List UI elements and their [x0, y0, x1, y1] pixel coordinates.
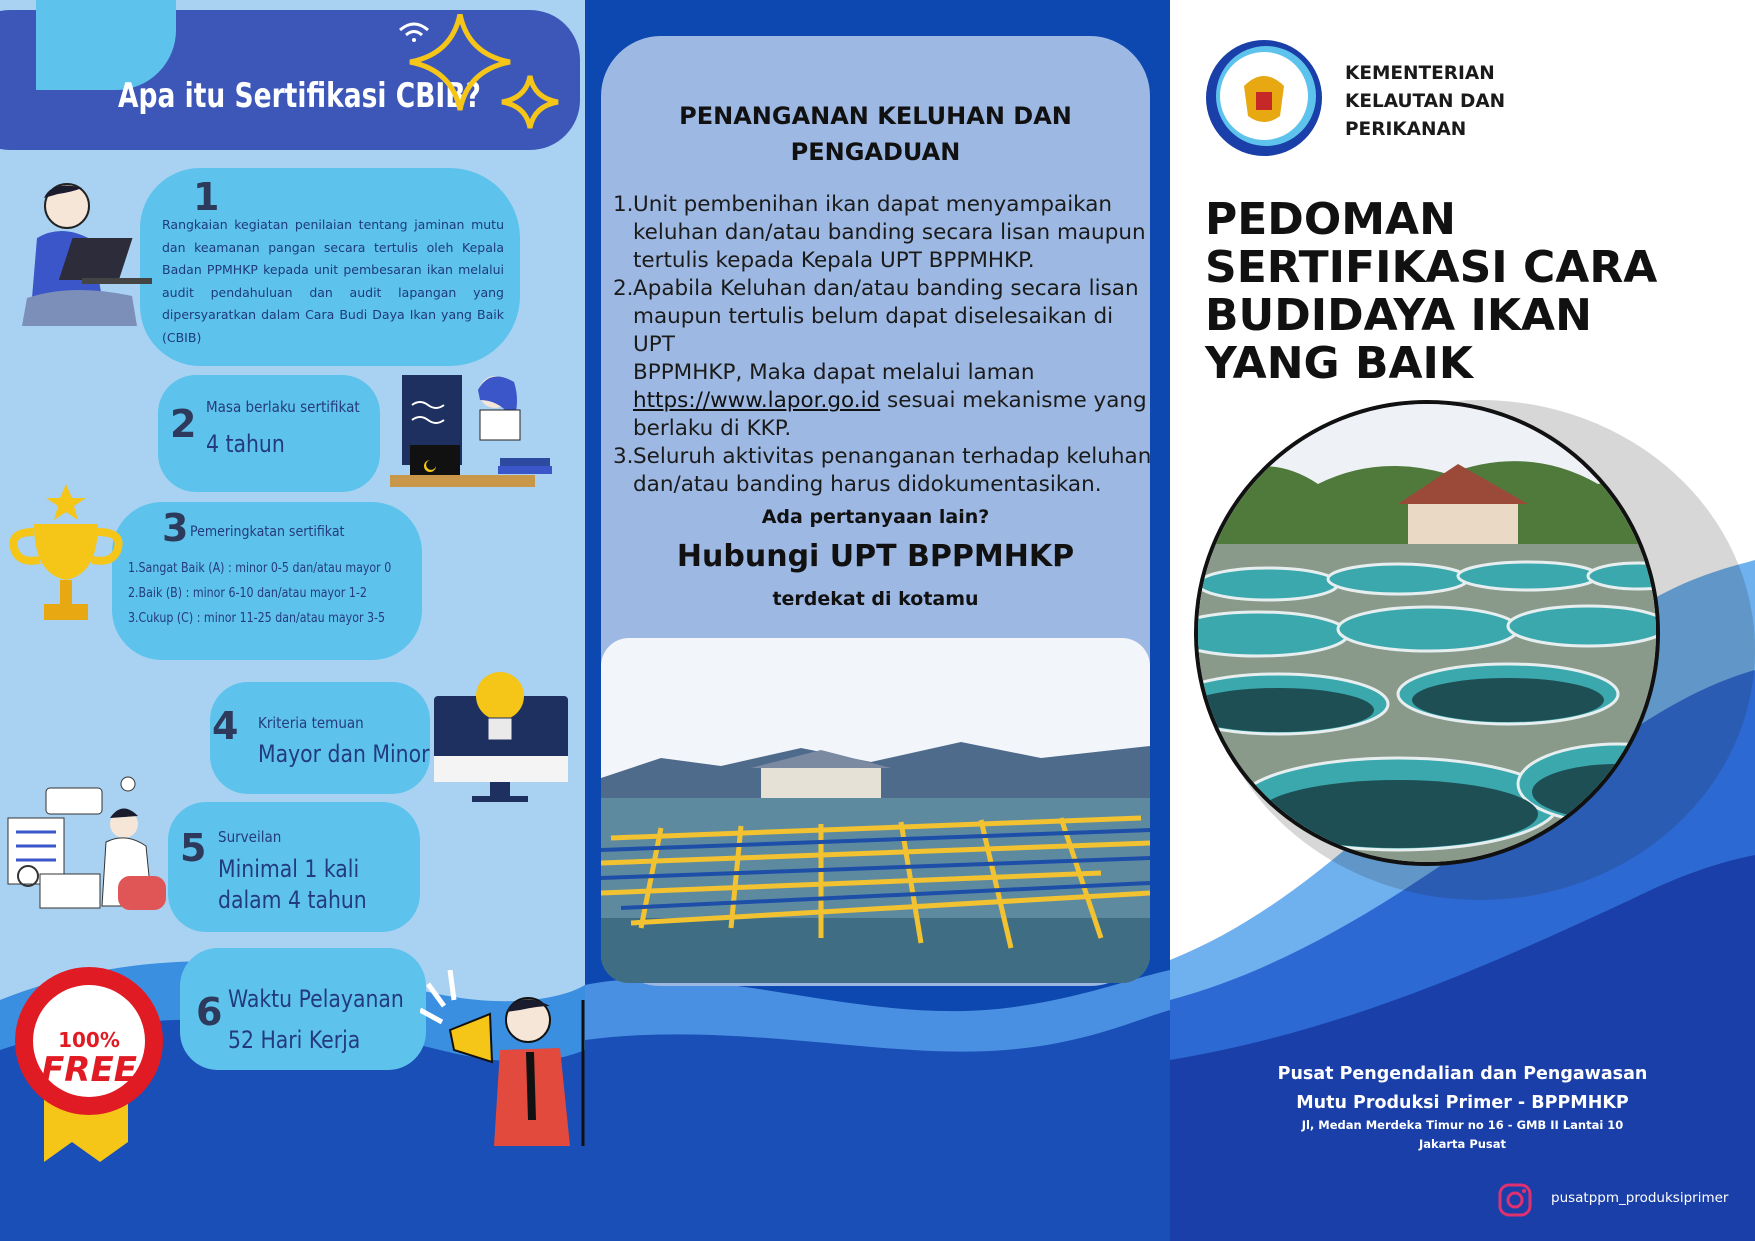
trophy-icon	[6, 484, 126, 644]
complaint-item-number: 2.	[613, 276, 634, 301]
complaint-item-line	[633, 387, 1153, 415]
fish-cage-photo	[601, 638, 1150, 983]
main-title-line: SERTIFIKASI CARA	[1205, 242, 1658, 293]
kkp-logo-icon	[1204, 36, 1326, 160]
complaint-item-line: Seluruh aktivitas penanganan terhadap keluhan	[633, 444, 1152, 469]
left-panel	[0, 0, 585, 1241]
ministry-line: KEMENTERIAN	[1345, 63, 1495, 84]
ministry-line: KELAUTAN DAN	[1345, 91, 1506, 112]
organization	[1170, 1060, 1755, 1118]
item-3-label: Pemeringkatan sertifikat	[190, 524, 345, 540]
nearest-text: terdekat di kotamu	[772, 588, 979, 610]
right-panel	[1170, 0, 1755, 1241]
free-badge	[14, 966, 164, 1166]
complaint-title	[601, 98, 1150, 170]
item-2-label: Masa berlaku sertifikat	[206, 398, 360, 416]
complaint-item-line: Apabila Keluhan dan/atau banding secara lisan	[633, 276, 1139, 301]
main-title-line: YANG BAIK	[1205, 338, 1474, 389]
item-5-number: 5	[180, 826, 207, 870]
ministry-name	[1345, 60, 1505, 144]
complaint-item-1	[613, 191, 1153, 275]
free-badge-text: FREE	[41, 1050, 137, 1090]
person-laptop-icon	[22, 178, 162, 338]
item-4-bubble	[210, 682, 430, 794]
contact-text: Hubungi UPT BPPMHKP	[676, 539, 1075, 574]
item-3-number: 3	[162, 506, 189, 550]
heading-banner	[0, 0, 585, 150]
complaint-item-line: keluhan dan/atau banding secara lisan maupun	[633, 220, 1146, 245]
item-1-number: 1	[193, 175, 220, 219]
complaint-item-after-link: sesuai mekanisme yang	[880, 388, 1147, 413]
item-6-value-line2: 52 Hari Kerja	[228, 1026, 361, 1054]
surveillance-person-icon	[6, 776, 166, 916]
rating-line: 2.Baik (B) : minor 6-10 dan/atau mayor 1-2	[128, 586, 367, 601]
fish-pond-photo	[1194, 400, 1660, 866]
organization-line2: Mutu Produksi Primer - BPPMHKP	[1296, 1093, 1629, 1113]
page-heading: Apa itu Sertifikasi CBIB?	[118, 76, 481, 116]
main-title	[1205, 196, 1657, 388]
middle-panel	[585, 0, 1170, 1241]
monitor-lightbulb-icon	[432, 670, 572, 810]
item-5-label: Surveilan	[218, 828, 282, 846]
main-title-line: BUDIDAYA IKAN	[1205, 290, 1592, 341]
complaint-item-line: dan/atau banding harus didokumentasikan.	[633, 472, 1102, 497]
item-5-value-line2: dalam 4 tahun	[218, 886, 367, 914]
lapor-link[interactable]: https://www.lapor.go.id	[633, 388, 881, 413]
instagram-handle[interactable]: pusatppm_produksiprimer	[1551, 1190, 1729, 1206]
item-1-text: Rangkaian kegiatan penilaian tentang jaminan mutu dan keamanan pangan secara tertulis oleh Kepala Badan PPMHKP kepada unit pembesaran ikan melalui audit pendahuluan dan audit lapangan yang dipersyaratkan dalam Cara Budi Daya Ikan yang Baik (CBIB)	[162, 217, 504, 345]
item-4-number: 4	[212, 704, 239, 748]
teacher-chalkboard-icon	[390, 370, 565, 495]
wifi-icon	[396, 18, 432, 42]
item-2-number: 2	[170, 402, 197, 446]
address	[1170, 1116, 1755, 1154]
main-title-line: PEDOMAN	[1205, 194, 1456, 245]
complaint-item-line: BPPMHKP, Maka dapat melalui laman	[633, 360, 1035, 385]
complaint-list	[613, 191, 1153, 499]
complaint-item-line: tertulis kepada Kepala UPT BPPMHKP.	[633, 248, 1035, 273]
item-4-value: Mayor dan Minor	[258, 740, 430, 768]
item-6-number: 6	[196, 990, 223, 1034]
item-2-value: 4 tahun	[206, 430, 285, 458]
rating-line: 1.Sangat Baik (A) : minor 0-5 dan/atau mayor 0	[128, 561, 392, 576]
complaint-item-line: maupun tertulis belum dapat diselesaikan di UPT	[633, 304, 1114, 357]
ministry-line: PERIKANAN	[1345, 119, 1467, 140]
complaint-item-3	[613, 443, 1153, 499]
item-6-value-line1: Waktu Pelayanan	[228, 985, 404, 1013]
complaint-title-line2: PENGADUAN	[790, 138, 961, 166]
item-4-label: Kriteria temuan	[258, 714, 364, 732]
complaint-item-2	[613, 275, 1153, 443]
organization-line1: Pusat Pengendalian dan Pengawasan	[1277, 1064, 1648, 1084]
free-badge-percent: 100%	[58, 1028, 120, 1052]
complaint-item-number: 1.	[613, 192, 634, 217]
complaint-item-line: Unit pembenihan ikan dapat menyampaikan	[633, 192, 1113, 217]
rating-line: 3.Cukup (C) : minor 11-25 dan/atau mayor 3-5	[128, 611, 386, 626]
item-3-rating-list	[128, 556, 391, 631]
megaphone-person-icon	[420, 970, 585, 1150]
complaint-item-number: 3.	[613, 444, 634, 469]
item-5-value-line1: Minimal 1 kali	[218, 855, 360, 883]
complaint-item-line: berlaku di KKP.	[633, 416, 792, 441]
instagram-icon[interactable]	[1498, 1183, 1532, 1217]
address-line1: Jl, Medan Merdeka Timur no 16 - GMB II Lantai 10	[1301, 1118, 1624, 1132]
question-text: Ada pertanyaan lain?	[761, 506, 990, 528]
address-line2: Jakarta Pusat	[1418, 1137, 1507, 1151]
complaint-title-line1: PENANGANAN KELUHAN DAN	[679, 102, 1072, 130]
